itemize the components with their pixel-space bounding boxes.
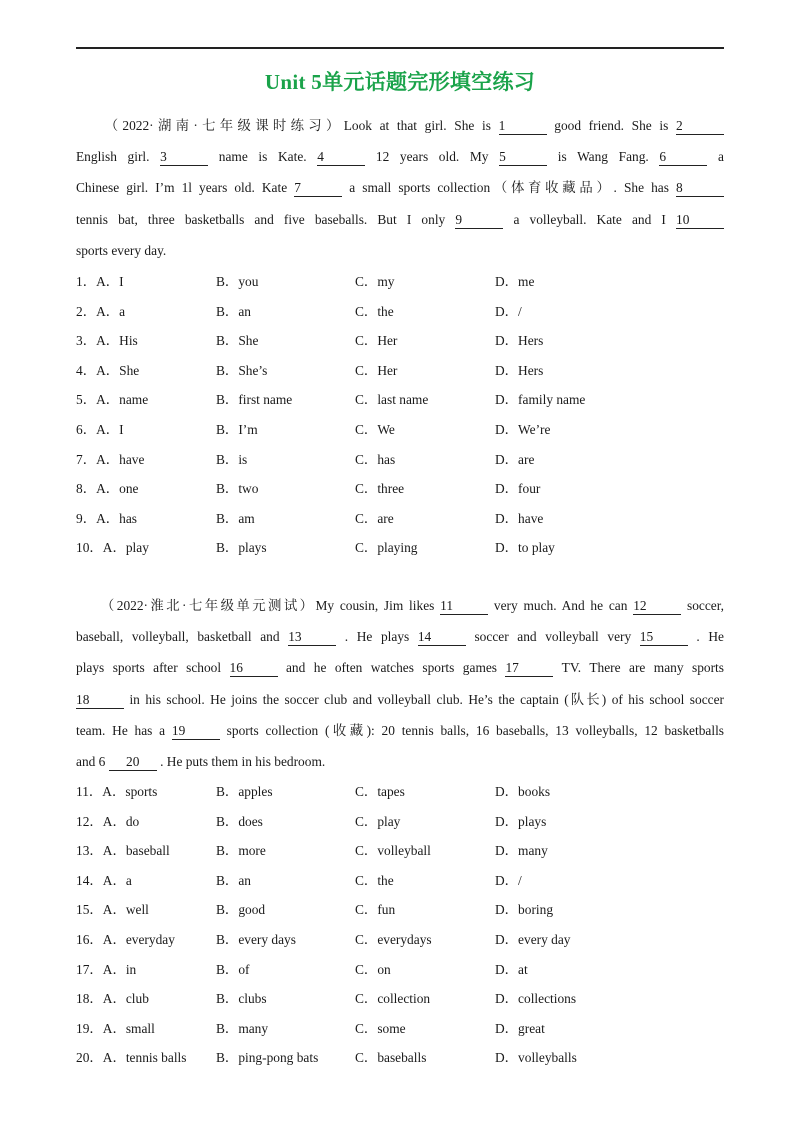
option-cell-a xyxy=(76,807,139,837)
question-number: 6． xyxy=(76,421,97,437)
option-b[interactable]: B．She’s xyxy=(216,362,268,378)
answer-blank[interactable]: 15 xyxy=(640,630,688,646)
option-a[interactable]: A．everyday xyxy=(102,931,175,947)
option-cell-a xyxy=(76,297,125,327)
passage-text: team. He has a xyxy=(76,722,172,738)
option-b[interactable]: B．first name xyxy=(216,392,293,408)
option-a[interactable]: A．has xyxy=(96,510,138,526)
passage-line xyxy=(76,235,724,266)
options-list-1 xyxy=(76,267,736,563)
question-row xyxy=(76,955,736,985)
answer-blank[interactable]: 8 xyxy=(676,181,724,197)
option-d[interactable]: D．collections xyxy=(495,991,577,1007)
passage-text: soccer, xyxy=(681,598,725,613)
option-a[interactable]: A．a xyxy=(102,872,132,888)
passage-line xyxy=(76,590,724,621)
option-b[interactable]: B．you xyxy=(216,274,259,289)
option-c[interactable]: C．some xyxy=(355,1020,406,1036)
question-number: 16． xyxy=(76,931,103,947)
answer-blank[interactable]: 20 xyxy=(109,755,157,771)
question-row xyxy=(76,326,736,356)
passage-text: in his school. He joins the soccer club and volleyball club. He’s the captain (队长) of his school soccer xyxy=(124,691,724,707)
question-row xyxy=(76,984,736,1014)
passage-text: a small sports collection（体育收藏品）. She has xyxy=(342,180,676,196)
question-row xyxy=(76,533,736,563)
option-cell-a xyxy=(76,415,124,445)
question-number: 3． xyxy=(76,333,97,349)
question-number: 14． xyxy=(76,872,103,888)
option-c[interactable]: C．fun xyxy=(355,902,396,918)
option-cell-a xyxy=(76,955,136,985)
option-d[interactable]: D．are xyxy=(495,451,535,467)
option-d[interactable]: D．/ xyxy=(495,303,522,319)
option-a[interactable]: A．I xyxy=(96,421,124,437)
passage-text: sports collection (收藏): 20 tennis balls, 16 baseballs, 13 volleyballs, 12 basketballs xyxy=(219,722,725,738)
option-a[interactable]: A．small xyxy=(102,1020,155,1036)
passage-text: English girl. xyxy=(76,149,161,165)
option-c[interactable]: C．are xyxy=(355,510,394,526)
passage-text: . He puts them in his bedroom. xyxy=(156,754,326,770)
answer-blank[interactable]: 7 xyxy=(294,181,342,197)
question-number: 15． xyxy=(76,902,103,918)
passage-text: name is Kate. xyxy=(208,149,318,165)
option-d[interactable]: D．have xyxy=(495,510,544,526)
option-c[interactable]: C．We xyxy=(355,421,395,437)
answer-blank[interactable]: 6 xyxy=(659,150,707,166)
option-c[interactable]: C．Her xyxy=(355,333,398,349)
passage-text: （2022·淮北·七年级单元测试）My cousin, Jim likes xyxy=(76,598,441,613)
question-row xyxy=(76,297,736,327)
option-cell-a xyxy=(76,836,170,866)
option-d[interactable]: D．/ xyxy=(495,872,522,888)
answer-blank[interactable]: 19 xyxy=(172,724,220,740)
passage-2 xyxy=(76,590,724,777)
question-row xyxy=(76,415,736,445)
option-a[interactable]: A．His xyxy=(96,333,138,349)
passage-line xyxy=(76,141,724,172)
question-row xyxy=(76,385,736,415)
passage-line xyxy=(76,715,724,746)
option-d[interactable]: D．Hers xyxy=(495,333,544,349)
question-number: 2． xyxy=(76,303,97,319)
option-cell-a xyxy=(76,1014,155,1044)
question-number: 17． xyxy=(76,961,103,977)
option-c[interactable]: C．baseballs xyxy=(355,1050,427,1066)
passage-line xyxy=(76,746,724,777)
question-number: 8． xyxy=(76,481,97,497)
option-d[interactable]: D．family name xyxy=(495,392,586,408)
option-c[interactable]: C．playing xyxy=(355,540,418,556)
option-c[interactable]: C．has xyxy=(355,451,396,467)
option-c[interactable]: C．three xyxy=(355,481,405,497)
option-b[interactable]: B．two xyxy=(216,481,259,497)
option-c[interactable]: C．volleyball xyxy=(355,843,431,859)
option-b[interactable]: B．apples xyxy=(216,784,273,799)
option-b[interactable]: B．She xyxy=(216,333,259,349)
option-d[interactable]: D．me xyxy=(495,274,535,289)
passage-text: （2022·湖南·七年级课时练习）Look at that girl. She is xyxy=(76,118,499,133)
passage-line xyxy=(76,204,724,235)
passage-line xyxy=(76,110,724,141)
passage-text: and he often watches sports games xyxy=(277,660,506,676)
option-a[interactable]: A．She xyxy=(96,362,140,378)
option-d[interactable]: D．four xyxy=(495,481,541,497)
option-cell-a xyxy=(76,326,138,356)
passage-text: a volleyball. Kate and I xyxy=(503,211,676,227)
header-rule xyxy=(76,47,724,49)
option-c[interactable]: C．last name xyxy=(355,392,429,408)
option-d[interactable]: D．many xyxy=(495,843,548,859)
option-cell-a xyxy=(76,533,149,563)
option-a[interactable]: A．do xyxy=(102,813,140,829)
option-d[interactable]: D．books xyxy=(495,784,551,799)
option-d[interactable]: D．every day xyxy=(495,931,571,947)
question-row xyxy=(76,445,736,475)
option-c[interactable]: C．everydays xyxy=(355,931,432,947)
option-b[interactable]: B．an xyxy=(216,303,251,319)
question-row xyxy=(76,1014,736,1044)
option-b[interactable]: B．more xyxy=(216,843,266,859)
option-cell-a xyxy=(76,385,148,415)
option-a[interactable]: A．play xyxy=(102,540,149,556)
answer-blank[interactable]: 17 xyxy=(505,661,553,677)
option-d[interactable]: D．boring xyxy=(495,902,554,918)
option-b[interactable]: B．clubs xyxy=(216,991,267,1007)
option-a[interactable]: A．well xyxy=(102,902,149,918)
option-d[interactable]: D．plays xyxy=(495,813,547,829)
passage-text: baseball, volleyball, basketball and xyxy=(76,629,289,645)
question-number: 5． xyxy=(76,392,97,408)
option-d[interactable]: D．at xyxy=(495,961,528,977)
question-row xyxy=(76,895,736,925)
passage-text: sports every day. xyxy=(76,242,167,258)
option-c[interactable]: C．the xyxy=(355,303,394,319)
option-c[interactable]: C．play xyxy=(355,813,401,829)
option-a[interactable]: A．tennis balls xyxy=(102,1050,187,1066)
answer-blank[interactable]: 5 xyxy=(499,150,547,166)
option-d[interactable]: D．to play xyxy=(495,540,555,556)
question-row xyxy=(76,474,736,504)
option-b[interactable]: B．an xyxy=(216,872,251,888)
option-cell-a xyxy=(76,474,139,504)
option-b[interactable]: B．good xyxy=(216,902,266,918)
question-row xyxy=(76,356,736,386)
option-b[interactable]: B．does xyxy=(216,813,263,829)
option-a[interactable]: A．have xyxy=(96,451,145,467)
passage-text: . He plays xyxy=(336,629,418,645)
option-b[interactable]: B．every days xyxy=(216,931,296,947)
option-a[interactable]: A．in xyxy=(102,961,137,977)
option-b[interactable]: B．of xyxy=(216,961,250,977)
option-cell-a xyxy=(76,445,144,475)
passage-text: good friend. She is xyxy=(546,118,676,133)
passage-text: a xyxy=(707,149,724,165)
option-a[interactable]: A．I xyxy=(96,274,124,289)
option-c[interactable]: C．the xyxy=(355,872,394,888)
option-d[interactable]: D．Hers xyxy=(495,362,544,378)
question-row xyxy=(76,836,736,866)
option-b[interactable]: B．am xyxy=(216,510,255,526)
option-b[interactable]: B．ping-pong bats xyxy=(216,1050,319,1066)
question-number: 19． xyxy=(76,1020,103,1036)
option-a[interactable]: A．club xyxy=(102,991,149,1007)
question-number: 4． xyxy=(76,362,97,378)
passage-line xyxy=(76,172,724,203)
option-d[interactable]: D．great xyxy=(495,1020,545,1036)
option-a[interactable]: A．baseball xyxy=(102,843,170,859)
option-b[interactable]: B．many xyxy=(216,1020,269,1036)
option-cell-a xyxy=(76,866,132,896)
options-list-2 xyxy=(76,777,736,1073)
answer-blank[interactable]: 13 xyxy=(288,630,336,646)
question-row xyxy=(76,1043,736,1073)
answer-blank[interactable]: 11 xyxy=(440,599,488,615)
question-row xyxy=(76,504,736,534)
answer-blank[interactable]: 18 xyxy=(76,693,124,709)
option-cell-a xyxy=(76,895,149,925)
option-b[interactable]: B．I’m xyxy=(216,421,258,437)
option-cell-a xyxy=(76,1043,186,1073)
question-row xyxy=(76,777,736,807)
passage-text: 12 years old. My xyxy=(365,149,500,165)
option-c[interactable]: C．on xyxy=(355,961,391,977)
answer-blank[interactable]: 16 xyxy=(230,661,278,677)
question-number: 1． xyxy=(76,274,97,289)
option-cell-a xyxy=(76,356,139,386)
option-cell-a xyxy=(76,504,137,534)
passage-text: plays sports after school xyxy=(76,660,230,676)
question-number: 18． xyxy=(76,991,103,1007)
question-number: 10． xyxy=(76,540,103,556)
option-cell-a xyxy=(76,925,175,955)
option-d[interactable]: D．We’re xyxy=(495,421,551,437)
page-title: Unit 5单元话题完形填空练习 xyxy=(264,70,536,94)
passage-text: . He xyxy=(687,629,724,645)
option-a[interactable]: A．sports xyxy=(102,784,158,799)
answer-blank[interactable]: 2 xyxy=(676,119,724,135)
option-a[interactable]: A．a xyxy=(96,303,126,319)
option-a[interactable]: A．name xyxy=(96,392,149,408)
question-number: 12． xyxy=(76,813,103,829)
passage-text: soccer and volleyball very xyxy=(465,629,640,645)
question-row xyxy=(76,267,736,297)
question-number: 11． xyxy=(76,784,103,799)
passage-text: TV. There are many sports xyxy=(553,660,724,676)
passage-line xyxy=(76,684,724,715)
question-number: 9． xyxy=(76,510,97,526)
question-number: 20． xyxy=(76,1050,103,1066)
passage-text: Chinese girl. I’m 1l years old. Kate xyxy=(76,180,295,196)
option-d[interactable]: D．volleyballs xyxy=(495,1050,577,1066)
option-b[interactable]: B．is xyxy=(216,451,248,467)
question-row xyxy=(76,807,736,837)
option-cell-a xyxy=(76,267,124,297)
answer-blank[interactable]: 1 xyxy=(499,119,547,135)
answer-blank[interactable]: 14 xyxy=(418,630,466,646)
answer-blank[interactable]: 4 xyxy=(317,150,365,166)
option-cell-a xyxy=(76,984,149,1014)
option-b[interactable]: B．plays xyxy=(216,540,267,556)
answer-blank[interactable]: 10 xyxy=(676,213,724,229)
option-c[interactable]: C．Her xyxy=(355,362,398,378)
question-row xyxy=(76,866,736,896)
passage-line xyxy=(76,652,724,683)
option-c[interactable]: C．tapes xyxy=(355,784,405,799)
passage-text: very much. And he can xyxy=(488,598,634,613)
option-c[interactable]: C．my xyxy=(355,274,395,289)
answer-blank[interactable]: 9 xyxy=(455,213,503,229)
passage-text: tennis bat, three basketballs and five baseballs. But I only xyxy=(76,211,456,227)
question-number: 7． xyxy=(76,451,97,467)
option-a[interactable]: A．one xyxy=(96,481,139,497)
passage-line xyxy=(76,621,724,652)
question-number: 13． xyxy=(76,843,103,859)
option-cell-a xyxy=(76,777,157,807)
passage-1 xyxy=(76,110,724,266)
passage-text: and 6 xyxy=(76,754,109,770)
question-row xyxy=(76,925,736,955)
answer-blank[interactable]: 3 xyxy=(160,150,208,166)
answer-blank[interactable]: 12 xyxy=(633,599,681,615)
option-c[interactable]: C．collection xyxy=(355,991,431,1007)
passage-text: is Wang Fang. xyxy=(547,149,660,165)
